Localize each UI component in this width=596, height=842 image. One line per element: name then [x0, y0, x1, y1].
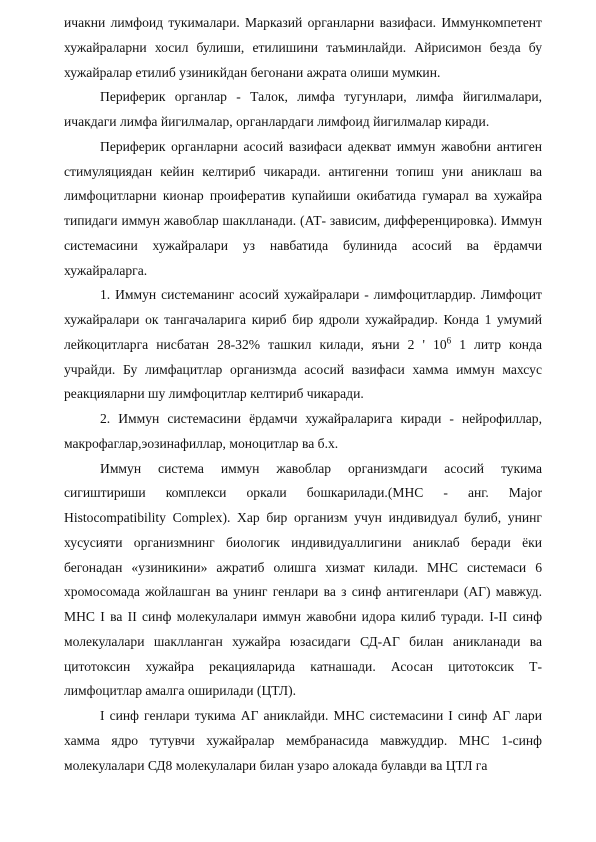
paragraph: I синф генлари тукима АГ аниклайди. МНС системасини I синф АГ лари хамма ядро тутувчи хужайралар мембранасида мавжуддир. МНС 1-синф молекулалари СД8 молекулалари билан узаро алокада булавди ва ЦТЛ га: [64, 708, 542, 773]
paragraph: Периферик органлар - Талок, лимфа тугунлари, лимфа йигилмалари, ичакдаги лимфа йигилмалар, органлардаги лимфоид йигилмалар киради.: [64, 89, 542, 129]
paragraph: 2. Иммун системасини ёрдамчи хужайраларига киради - нейрофиллар, макрофаглар,эозинафиллар, моноцитлар ва б.х.: [64, 411, 542, 451]
superscript-exponent: 6: [446, 335, 452, 346]
paragraph: Периферик органларни асосий вазифаси адекват иммун жавобни антиген стимуляциядан кейин келтириб чикаради. антигенни топиш уни аниклаш ва лимфоцитларни кионар проиферaтив купайиши окибатида гумарал ва хужайра типидаги иммун жавоблар шаклланади. (АТ- зависим, дифференцировка). Иммун системасини хужайралари уз навбатида булинида асосий ва ёрдамчи хужайраларга.: [64, 138, 542, 278]
paragraph-text: 1 литр конда учрайди. Бу лимфацитлар организмда асосий вазифаси хамма иммун махсус реакцияларни шу лимфоцитлар келтириб чикаради.: [64, 336, 542, 402]
document-page: [64, 11, 542, 778]
paragraph: ичакни лимфоид тукималари. Марказий органларни вазифаси. Иммункомпетент хужайраларни хосил булиши, етилишини таъминлайди. Айрисимон безда бу хужайралар етилиб узиникйдан бегонани ажрата олиши мумкин.: [64, 15, 542, 80]
paragraph: Иммун система иммун жавоблар организмдаги асосий тукима сигиштириши комплекси оркали бошкарилади.(МНС - анг. Major Histocompatibility Complex). Хар бир организм учун индивидуал булиб, унинг хусусияти организмнинг биологик индивидуаллигини аниклаб беради ёки бегонадан «узиникини» ажратиб олишга хизмат килади. МНС системаси 6 хромосомада жойлашган ва унинг генлари ва з синф антигенлари (АГ) мавжуд. МНС I ва II синф молекулалари иммун жавобни идора килиб туради. I-II синф молекулалари шаклланган хужайра юзасидаги СД-АГ билан аникланади ва цитотоксин хужайра рекацияларида катнашади. Асосан цитотоксик Т-лимфоцитлар амалга оширилади (ЦТЛ).: [64, 460, 542, 699]
paragraph: [64, 283, 542, 407]
paragraph-text: 1. Иммун системанинг асосий хужайралари - лимфоцитлардир. Лимфоцит хужайралари ок тангачаларига кириб бир ядроли хужайрадир. Конда 1 умумий лейкоцитларга нисбатан 28-32% ташкил килади, яъни 2 ' 10: [64, 287, 542, 352]
